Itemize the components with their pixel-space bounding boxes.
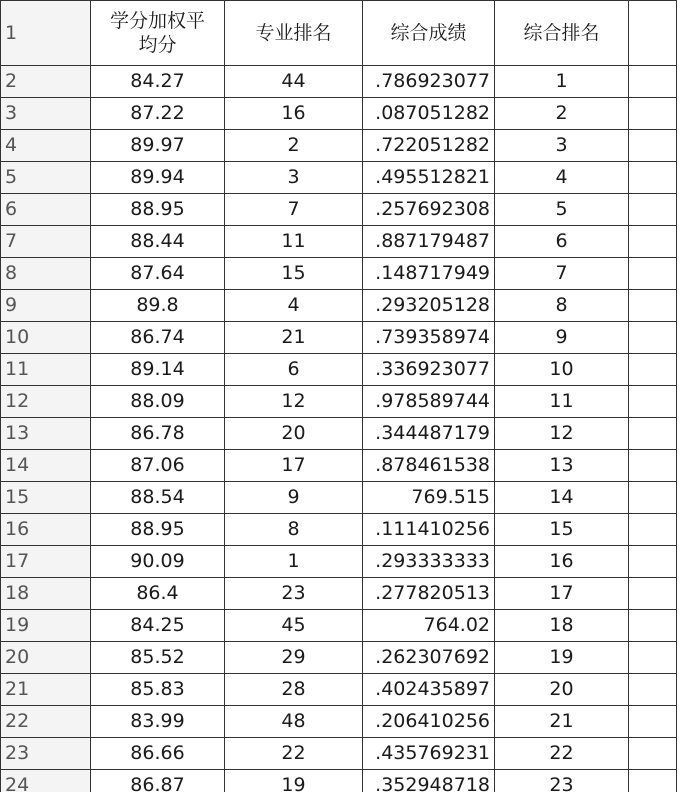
major-rank-cell[interactable]: 4 (225, 290, 363, 322)
header-row (1, 1, 677, 66)
gpa-cell[interactable]: 90.09 (91, 546, 225, 578)
row-number[interactable]: 10 (1, 322, 91, 354)
row-number[interactable]: 18 (1, 578, 91, 610)
major-rank-cell[interactable]: 6 (225, 354, 363, 386)
empty-cell[interactable] (629, 162, 677, 194)
composite-score-cell[interactable]: .495512821 (363, 162, 495, 194)
empty-cell[interactable] (629, 642, 677, 674)
empty-cell[interactable] (629, 674, 677, 706)
table-row (1, 514, 677, 546)
table-row (1, 450, 677, 482)
table-row (1, 162, 677, 194)
table-row (1, 546, 677, 578)
table-row (1, 770, 677, 792)
gpa-cell[interactable]: 88.54 (91, 482, 225, 514)
empty-cell[interactable] (629, 1, 677, 66)
header-gpa[interactable]: 学分加权平 均分 (91, 1, 225, 66)
gpa-cell[interactable]: 86.4 (91, 578, 225, 610)
composite-score-cell[interactable]: .352948718 (363, 770, 495, 792)
row-number[interactable]: 4 (1, 130, 91, 162)
row-number[interactable]: 21 (1, 674, 91, 706)
row-number[interactable]: 1 (1, 1, 91, 66)
composite-score-cell[interactable]: .722051282 (363, 130, 495, 162)
row-number[interactable]: 6 (1, 194, 91, 226)
composite-score-cell[interactable]: .336923077 (363, 354, 495, 386)
gpa-cell[interactable]: 88.09 (91, 386, 225, 418)
row-number[interactable]: 11 (1, 354, 91, 386)
gpa-cell[interactable]: 86.78 (91, 418, 225, 450)
major-rank-cell[interactable]: 48 (225, 706, 363, 738)
composite-score-cell[interactable]: .402435897 (363, 674, 495, 706)
gpa-cell[interactable]: 89.94 (91, 162, 225, 194)
composite-score-cell[interactable]: .293205128 (363, 290, 495, 322)
composite-rank-cell[interactable]: 16 (495, 546, 629, 578)
composite-rank-cell[interactable]: 17 (495, 578, 629, 610)
row-number[interactable]: 2 (1, 66, 91, 98)
composite-rank-cell[interactable]: 22 (495, 738, 629, 770)
composite-score-cell[interactable]: .786923077 (363, 66, 495, 98)
major-rank-cell[interactable]: 29 (225, 642, 363, 674)
composite-rank-cell[interactable]: 13 (495, 450, 629, 482)
major-rank-cell[interactable]: 8 (225, 514, 363, 546)
row-number[interactable]: 12 (1, 386, 91, 418)
gpa-cell[interactable]: 85.52 (91, 642, 225, 674)
empty-cell[interactable] (629, 130, 677, 162)
empty-cell[interactable] (629, 482, 677, 514)
empty-cell[interactable] (629, 66, 677, 98)
composite-rank-cell[interactable]: 11 (495, 386, 629, 418)
row-number[interactable]: 17 (1, 546, 91, 578)
composite-score-cell[interactable]: .148717949 (363, 258, 495, 290)
major-rank-cell[interactable]: 17 (225, 450, 363, 482)
row-number[interactable]: 23 (1, 738, 91, 770)
major-rank-cell[interactable]: 2 (225, 130, 363, 162)
row-number[interactable]: 9 (1, 290, 91, 322)
major-rank-cell[interactable]: 22 (225, 738, 363, 770)
empty-cell[interactable] (629, 546, 677, 578)
gpa-cell[interactable]: 84.25 (91, 610, 225, 642)
gpa-cell[interactable]: 89.8 (91, 290, 225, 322)
major-rank-cell[interactable]: 16 (225, 98, 363, 130)
composite-score-cell[interactable]: .257692308 (363, 194, 495, 226)
composite-rank-cell[interactable]: 10 (495, 354, 629, 386)
row-number[interactable]: 15 (1, 482, 91, 514)
composite-rank-cell[interactable]: 3 (495, 130, 629, 162)
composite-score-cell[interactable]: .277820513 (363, 578, 495, 610)
gpa-cell[interactable]: 89.14 (91, 354, 225, 386)
header-major-rank[interactable]: 专业排名 (225, 1, 363, 66)
empty-cell[interactable] (629, 258, 677, 290)
composite-rank-cell[interactable]: 8 (495, 290, 629, 322)
row-number[interactable]: 24 (1, 770, 91, 792)
gpa-cell[interactable]: 86.87 (91, 770, 225, 792)
table-row (1, 130, 677, 162)
major-rank-cell[interactable]: 19 (225, 770, 363, 792)
composite-score-cell[interactable]: 769.515 (363, 482, 495, 514)
major-rank-cell[interactable]: 21 (225, 322, 363, 354)
major-rank-cell[interactable]: 1 (225, 546, 363, 578)
table-row (1, 674, 677, 706)
composite-score-cell[interactable]: .087051282 (363, 98, 495, 130)
composite-score-cell[interactable]: .262307692 (363, 642, 495, 674)
gpa-cell[interactable]: 87.64 (91, 258, 225, 290)
table-row (1, 322, 677, 354)
composite-score-cell[interactable]: .739358974 (363, 322, 495, 354)
composite-score-cell[interactable]: .293333333 (363, 546, 495, 578)
empty-cell[interactable] (629, 226, 677, 258)
empty-cell[interactable] (629, 194, 677, 226)
composite-rank-cell[interactable]: 20 (495, 674, 629, 706)
composite-rank-cell[interactable]: 19 (495, 642, 629, 674)
gpa-cell[interactable]: 85.83 (91, 674, 225, 706)
empty-cell[interactable] (629, 418, 677, 450)
composite-rank-cell[interactable]: 4 (495, 162, 629, 194)
gpa-cell[interactable]: 88.95 (91, 194, 225, 226)
composite-rank-cell[interactable]: 1 (495, 66, 629, 98)
empty-cell[interactable] (629, 450, 677, 482)
composite-rank-cell[interactable]: 15 (495, 514, 629, 546)
table-row (1, 354, 677, 386)
composite-rank-cell[interactable]: 18 (495, 610, 629, 642)
empty-cell[interactable] (629, 354, 677, 386)
empty-cell[interactable] (629, 578, 677, 610)
table-row (1, 610, 677, 642)
empty-cell[interactable] (629, 610, 677, 642)
empty-cell[interactable] (629, 770, 677, 792)
composite-rank-cell[interactable]: 9 (495, 322, 629, 354)
major-rank-cell[interactable]: 45 (225, 610, 363, 642)
composite-score-cell[interactable]: .344487179 (363, 418, 495, 450)
row-number[interactable]: 20 (1, 642, 91, 674)
empty-cell[interactable] (629, 322, 677, 354)
header-composite-rank[interactable]: 综合排名 (495, 1, 629, 66)
major-rank-cell[interactable]: 9 (225, 482, 363, 514)
gpa-cell[interactable]: 86.66 (91, 738, 225, 770)
empty-cell[interactable] (629, 738, 677, 770)
composite-score-cell[interactable]: 764.02 (363, 610, 495, 642)
gpa-cell[interactable]: 87.06 (91, 450, 225, 482)
major-rank-cell[interactable]: 7 (225, 194, 363, 226)
row-number[interactable]: 14 (1, 450, 91, 482)
composite-rank-cell[interactable]: 21 (495, 706, 629, 738)
empty-cell[interactable] (629, 386, 677, 418)
table-row (1, 418, 677, 450)
header-composite-score[interactable]: 综合成绩 (363, 1, 495, 66)
composite-rank-cell[interactable]: 12 (495, 418, 629, 450)
major-rank-cell[interactable]: 11 (225, 226, 363, 258)
row-number[interactable]: 8 (1, 258, 91, 290)
empty-cell[interactable] (629, 514, 677, 546)
composite-score-cell[interactable]: .878461538 (363, 450, 495, 482)
composite-rank-cell[interactable]: 6 (495, 226, 629, 258)
composite-rank-cell[interactable]: 14 (495, 482, 629, 514)
table-row (1, 578, 677, 610)
row-number[interactable]: 3 (1, 98, 91, 130)
row-number[interactable]: 16 (1, 514, 91, 546)
major-rank-cell[interactable]: 28 (225, 674, 363, 706)
table-row (1, 66, 677, 98)
gpa-cell[interactable]: 83.99 (91, 706, 225, 738)
gpa-cell[interactable]: 87.22 (91, 98, 225, 130)
row-number[interactable]: 7 (1, 226, 91, 258)
composite-score-cell[interactable]: .435769231 (363, 738, 495, 770)
gpa-cell[interactable]: 86.74 (91, 322, 225, 354)
gpa-cell[interactable]: 88.44 (91, 226, 225, 258)
composite-rank-cell[interactable]: 7 (495, 258, 629, 290)
table-row (1, 642, 677, 674)
major-rank-cell[interactable]: 20 (225, 418, 363, 450)
composite-score-cell[interactable]: .111410256 (363, 514, 495, 546)
gpa-cell[interactable]: 89.97 (91, 130, 225, 162)
empty-cell[interactable] (629, 290, 677, 322)
major-rank-cell[interactable]: 23 (225, 578, 363, 610)
table-row (1, 706, 677, 738)
major-rank-cell[interactable]: 44 (225, 66, 363, 98)
gpa-cell[interactable]: 88.95 (91, 514, 225, 546)
table-row (1, 290, 677, 322)
table-row (1, 226, 677, 258)
table-row (1, 482, 677, 514)
row-number[interactable]: 22 (1, 706, 91, 738)
composite-rank-cell[interactable]: 23 (495, 770, 629, 792)
gpa-cell[interactable]: 84.27 (91, 66, 225, 98)
empty-cell[interactable] (629, 706, 677, 738)
composite-rank-cell[interactable]: 2 (495, 98, 629, 130)
composite-score-cell[interactable]: .978589744 (363, 386, 495, 418)
major-rank-cell[interactable]: 15 (225, 258, 363, 290)
table-row (1, 386, 677, 418)
row-number[interactable]: 13 (1, 418, 91, 450)
composite-rank-cell[interactable]: 5 (495, 194, 629, 226)
row-number[interactable]: 19 (1, 610, 91, 642)
major-rank-cell[interactable]: 12 (225, 386, 363, 418)
empty-cell[interactable] (629, 98, 677, 130)
major-rank-cell[interactable]: 3 (225, 162, 363, 194)
table-row (1, 98, 677, 130)
row-number[interactable]: 5 (1, 162, 91, 194)
table-row (1, 258, 677, 290)
table-row (1, 194, 677, 226)
composite-score-cell[interactable]: .206410256 (363, 706, 495, 738)
table-row (1, 738, 677, 770)
composite-score-cell[interactable]: .887179487 (363, 226, 495, 258)
